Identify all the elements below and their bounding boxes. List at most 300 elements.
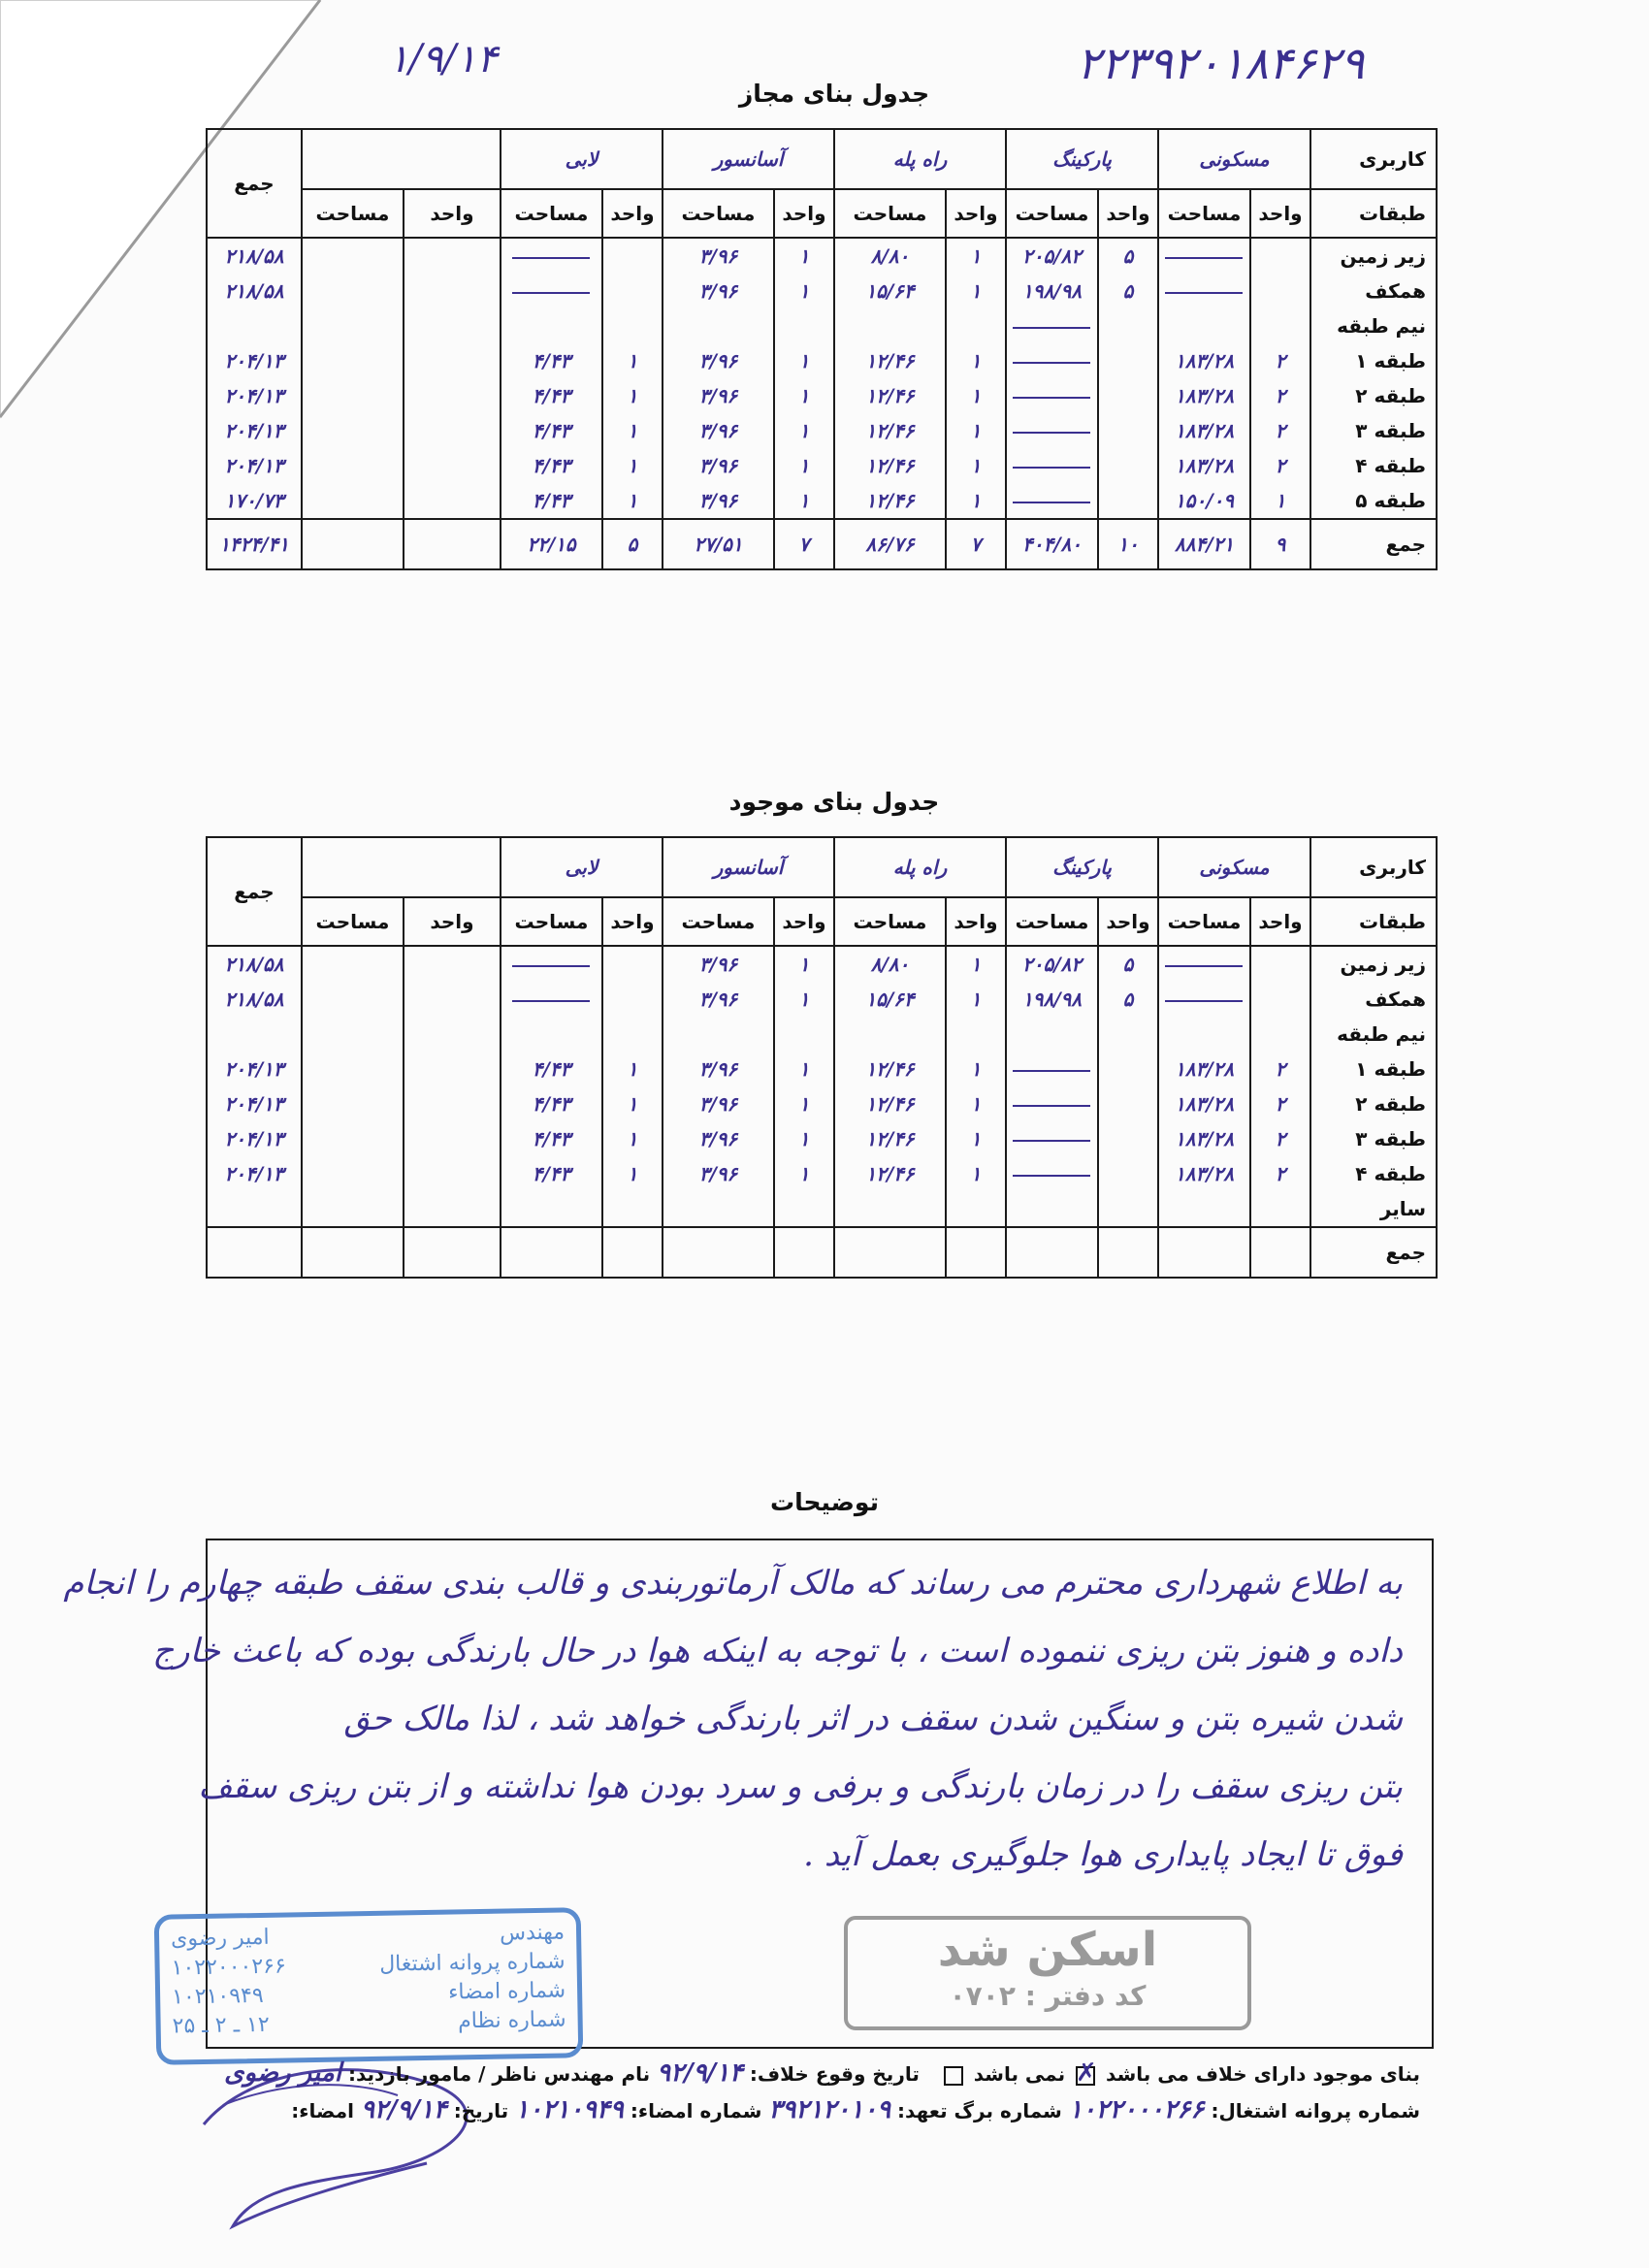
dash-line	[1165, 965, 1243, 967]
area-cell: ۳/۹۶	[663, 378, 774, 413]
area-cell	[1006, 1156, 1098, 1191]
unit-cell	[774, 1017, 834, 1052]
unit-cell: ۱	[602, 378, 663, 413]
total-area	[302, 1227, 404, 1278]
total-unit: ۵	[602, 519, 663, 569]
category-parking: پارکینگ	[1006, 837, 1158, 897]
area-cell: ۱۸۳/۲۸	[1158, 1052, 1250, 1086]
stamp-row	[172, 2005, 566, 2041]
row-total	[207, 308, 302, 343]
unit-cell: ۱	[946, 1121, 1006, 1156]
total-area: ۲۷/۵۱	[663, 519, 774, 569]
category-elevator: آسانسور	[663, 837, 834, 897]
table-row-total	[207, 1227, 1437, 1278]
floor-label: نیم طبقه	[1310, 1017, 1437, 1052]
unit-cell: ۱	[774, 274, 834, 308]
area-cell	[1006, 1121, 1098, 1156]
unit-cell: ۱	[602, 483, 663, 519]
violation-date-label: تاریخ وقوع خلاف:	[749, 2062, 920, 2086]
area-cell	[302, 1086, 404, 1121]
unit-cell	[1098, 448, 1158, 483]
unit-header: واحد	[1098, 897, 1158, 946]
description-line: فوق تا ایجاد پایداری هوا جلوگیری بعمل آید .	[803, 1835, 1403, 1874]
grand-total: ۱۴۲۴/۴۱	[207, 519, 302, 569]
unit-cell: ۱	[946, 378, 1006, 413]
violation-no-checkbox[interactable]	[944, 2066, 963, 2086]
area-cell: ۳/۹۶	[663, 1156, 774, 1191]
unit-cell	[602, 946, 663, 982]
area-cell	[302, 1191, 404, 1227]
unit-cell	[404, 413, 501, 448]
unit-cell	[774, 1191, 834, 1227]
unit-cell	[1098, 308, 1158, 343]
area-cell	[1158, 308, 1250, 343]
unit-cell: ۱	[946, 413, 1006, 448]
unit-cell	[1250, 274, 1310, 308]
area-cell: ۱۲/۴۶	[834, 1121, 946, 1156]
unit-cell	[1098, 378, 1158, 413]
dash-line	[1013, 1070, 1090, 1072]
total-area: ۲۲/۱۵	[501, 519, 602, 569]
area-header: مساحت	[834, 897, 946, 946]
table-row	[207, 448, 1437, 483]
area-cell: ۱۸۳/۲۸	[1158, 448, 1250, 483]
area-header: مساحت	[663, 189, 774, 238]
unit-cell	[404, 1052, 501, 1086]
area-cell	[1006, 413, 1098, 448]
floor-label: طبقه ۲	[1310, 378, 1437, 413]
area-header: مساحت	[663, 897, 774, 946]
area-cell	[834, 1191, 946, 1227]
area-cell	[501, 1017, 602, 1052]
unit-cell	[1098, 1017, 1158, 1052]
area-cell: ۸/۸۰	[834, 946, 946, 982]
area-cell: ۱۲/۴۶	[834, 343, 946, 378]
area-cell	[1158, 238, 1250, 274]
unit-cell	[404, 483, 501, 519]
floor-label: طبقه ۴	[1310, 448, 1437, 483]
dash-line	[1165, 1000, 1243, 1002]
area-cell: ۱۲/۴۶	[834, 1086, 946, 1121]
area-cell: ۲۰۵/۸۲	[1006, 946, 1098, 982]
building-violation-label: بنای موجود دارای خلاف می باشد	[1106, 2062, 1420, 2086]
unit-cell	[1250, 238, 1310, 274]
row-total: ۲۱۸/۵۸	[207, 982, 302, 1017]
unit-header: واحد	[404, 897, 501, 946]
footer-line-1	[224, 2058, 1420, 2088]
unit-cell: ۲	[1250, 1052, 1310, 1086]
unit-cell	[946, 308, 1006, 343]
commit-label: شماره برگ تعهد:	[897, 2099, 1062, 2122]
existing-building-table-title: جدول بنای موجود	[728, 788, 940, 816]
scanned-stamp-text: اسکن شد	[937, 1923, 1158, 1977]
area-cell: ۳/۹۶	[663, 448, 774, 483]
total-area: ۴۰۴/۸۰	[1006, 519, 1098, 569]
total-area	[501, 1227, 602, 1278]
unit-cell: ۱	[774, 343, 834, 378]
total-header: جمع	[207, 837, 302, 946]
unit-cell: ۱	[602, 1121, 663, 1156]
area-header: مساحت	[302, 189, 404, 238]
unit-cell: ۲	[1250, 378, 1310, 413]
category-residential: مسکونی	[1158, 129, 1310, 189]
area-cell	[1158, 946, 1250, 982]
total-area	[1006, 1227, 1098, 1278]
area-cell: ۱۸۳/۲۸	[1158, 413, 1250, 448]
area-cell: ۳/۹۶	[663, 1052, 774, 1086]
unit-cell	[404, 1017, 501, 1052]
category-residential: مسکونی	[1158, 837, 1310, 897]
unit-cell	[1250, 1017, 1310, 1052]
floor-label: طبقه ۴	[1310, 1156, 1437, 1191]
unit-cell	[404, 946, 501, 982]
total-unit	[404, 519, 501, 569]
unit-cell: ۱	[1250, 483, 1310, 519]
row-total-label: جمع	[1310, 1227, 1437, 1278]
floor-label: طبقه ۵	[1310, 483, 1437, 519]
floor-label: طبقه ۳	[1310, 1121, 1437, 1156]
row-total: ۲۰۴/۱۳	[207, 378, 302, 413]
area-cell: ۱۲/۴۶	[834, 483, 946, 519]
area-cell	[302, 982, 404, 1017]
footer-date-label: تاریخ:	[453, 2099, 509, 2122]
allowed-building-table-title: جدول بنای مجاز	[738, 80, 930, 108]
row-total: ۱۷۰/۷۳	[207, 483, 302, 519]
area-header: مساحت	[501, 189, 602, 238]
unit-cell	[1098, 483, 1158, 519]
inspector-name-label: نام مهندس ناظر / مامور بازدید:	[347, 2062, 651, 2086]
category-empty	[302, 837, 501, 897]
unit-cell	[946, 1017, 1006, 1052]
row-total: ۲۱۸/۵۸	[207, 274, 302, 308]
dash-line	[1013, 1140, 1090, 1142]
row-total: ۲۰۴/۱۳	[207, 1052, 302, 1086]
unit-cell: ۱	[946, 274, 1006, 308]
unit-cell	[1250, 982, 1310, 1017]
area-cell	[501, 946, 602, 982]
unit-cell: ۱	[946, 483, 1006, 519]
allowed-building-table	[206, 128, 1438, 570]
table-row	[207, 308, 1437, 343]
dash-line	[512, 292, 590, 294]
unit-header: واحد	[1098, 189, 1158, 238]
area-cell: ۱۸۳/۲۸	[1158, 343, 1250, 378]
unit-cell	[404, 238, 501, 274]
total-unit: ۷	[946, 519, 1006, 569]
row-total-label: جمع	[1310, 519, 1437, 569]
dash-line	[1013, 502, 1090, 503]
unit-cell: ۱	[946, 982, 1006, 1017]
area-cell: ۴/۴۳	[501, 1086, 602, 1121]
unit-cell: ۱	[774, 1121, 834, 1156]
area-cell: ۱۹۸/۹۸	[1006, 982, 1098, 1017]
table-row	[207, 413, 1437, 448]
area-header: مساحت	[302, 897, 404, 946]
row-total: ۲۱۸/۵۸	[207, 238, 302, 274]
table-row	[207, 1086, 1437, 1121]
area-cell	[501, 274, 602, 308]
area-cell	[501, 1191, 602, 1227]
handwritten-number: ۲۲۳۹۲۰۱۸۴۶۲۹	[1077, 37, 1365, 89]
area-cell	[302, 946, 404, 982]
area-cell: ۱۵/۶۴	[834, 982, 946, 1017]
total-unit	[602, 1227, 663, 1278]
area-cell: ۱۸۳/۲۸	[1158, 1121, 1250, 1156]
unit-cell: ۱	[946, 946, 1006, 982]
unit-cell	[602, 1191, 663, 1227]
unit-cell: ۱	[774, 1156, 834, 1191]
area-cell	[302, 274, 404, 308]
area-cell	[663, 308, 774, 343]
unit-cell: ۱	[946, 1052, 1006, 1086]
unit-cell: ۱	[946, 448, 1006, 483]
area-header: مساحت	[1006, 897, 1098, 946]
unit-cell: ۱	[946, 1086, 1006, 1121]
grand-total	[207, 1227, 302, 1278]
unit-cell: ۵	[1098, 982, 1158, 1017]
area-cell	[663, 1017, 774, 1052]
floor-label: طبقه ۳	[1310, 413, 1437, 448]
area-cell: ۴/۴۳	[501, 483, 602, 519]
unit-cell	[1098, 343, 1158, 378]
license-value: ۱۰۲۲۰۰۰۲۶۶	[1068, 2095, 1205, 2124]
area-cell: ۴/۴۳	[501, 413, 602, 448]
total-area	[834, 1227, 946, 1278]
unit-cell	[404, 448, 501, 483]
area-cell	[302, 308, 404, 343]
area-cell	[1006, 448, 1098, 483]
area-cell	[1006, 1052, 1098, 1086]
floor-label: زیر زمین	[1310, 946, 1437, 982]
stamp-text: شماره نظام	[457, 2007, 566, 2034]
total-unit: ۱۰	[1098, 519, 1158, 569]
area-cell	[501, 308, 602, 343]
usage-label: کاربری	[1310, 129, 1437, 189]
unit-cell	[404, 1156, 501, 1191]
unit-cell	[1098, 1121, 1158, 1156]
no-violation-label: نمی باشد	[973, 2062, 1066, 2086]
unit-cell: ۱	[602, 1156, 663, 1191]
description-line: داده و هنوز بتن ریزی ننموده است ، با توجه به اینکه هوا در حال بارندگی بوده که باعث خارج	[152, 1632, 1403, 1670]
unit-cell	[1250, 1191, 1310, 1227]
area-cell: ۳/۹۶	[663, 946, 774, 982]
unit-cell	[404, 378, 501, 413]
total-area: ۸۸۴/۲۱	[1158, 519, 1250, 569]
area-cell: ۱۸۳/۲۸	[1158, 1156, 1250, 1191]
area-cell: ۴/۴۳	[501, 1052, 602, 1086]
allowed-table-body	[207, 238, 1437, 519]
dash-line	[1165, 292, 1243, 294]
category-stairs: راه پله	[834, 837, 1006, 897]
row-total: ۲۰۴/۱۳	[207, 413, 302, 448]
category-empty	[302, 129, 501, 189]
area-cell: ۳/۹۶	[663, 413, 774, 448]
dash-line	[1013, 432, 1090, 434]
unit-header: واحد	[1250, 189, 1310, 238]
area-cell: ۴/۴۳	[501, 378, 602, 413]
dash-line	[512, 257, 590, 259]
footer-date-value: ۹۲/۹/۱۴	[360, 2095, 447, 2124]
area-cell: ۳/۹۶	[663, 238, 774, 274]
stamp-text: امیر رضوی	[170, 1925, 270, 1952]
area-cell	[1006, 483, 1098, 519]
area-cell	[501, 238, 602, 274]
office-code: کد دفتر : ۰۷۰۲	[949, 1980, 1147, 2012]
unit-cell: ۱	[774, 413, 834, 448]
unit-cell	[404, 274, 501, 308]
dash-line	[512, 965, 590, 967]
floor-label: طبقه ۱	[1310, 343, 1437, 378]
dash-line	[1013, 1105, 1090, 1107]
unit-header: واحد	[774, 189, 834, 238]
total-area	[302, 519, 404, 569]
unit-header: واحد	[404, 189, 501, 238]
total-unit	[946, 1227, 1006, 1278]
table-row	[207, 1052, 1437, 1086]
area-cell	[302, 378, 404, 413]
unit-cell: ۱	[774, 238, 834, 274]
area-header: مساحت	[1006, 189, 1098, 238]
floors-label: طبقات	[1310, 897, 1437, 946]
area-cell	[302, 1017, 404, 1052]
area-cell	[663, 1191, 774, 1227]
category-stairs: راه پله	[834, 129, 1006, 189]
area-cell: ۳/۹۶	[663, 1121, 774, 1156]
unit-cell	[1250, 946, 1310, 982]
stamp-text: ۱۰۲۲۰۰۰۲۶۶	[171, 1954, 287, 1981]
row-total: ۲۰۴/۱۳	[207, 1121, 302, 1156]
area-cell: ۳/۹۶	[663, 1086, 774, 1121]
area-cell	[302, 448, 404, 483]
area-cell	[501, 982, 602, 1017]
area-cell: ۳/۹۶	[663, 343, 774, 378]
area-header: مساحت	[1158, 897, 1250, 946]
unit-header: واحد	[1250, 897, 1310, 946]
total-unit	[404, 1227, 501, 1278]
area-cell	[302, 413, 404, 448]
table-row-total	[207, 519, 1437, 569]
table-row	[207, 1191, 1437, 1227]
table-row	[207, 274, 1437, 308]
inspector-name-value: امیر رضوی	[224, 2058, 341, 2088]
stamp-text: ۱۲ ـ ۲ ـ ۲۵	[172, 2012, 270, 2039]
area-cell: ۱۲/۴۶	[834, 413, 946, 448]
unit-cell: ۲	[1250, 413, 1310, 448]
dash-line	[1013, 1175, 1090, 1177]
unit-cell: ۲	[1250, 448, 1310, 483]
unit-cell	[404, 1121, 501, 1156]
category-lobby: لابی	[501, 129, 663, 189]
area-cell	[1006, 1191, 1098, 1227]
category-elevator: آسانسور	[663, 129, 834, 189]
commit-value: ۳۹۲۱۲۰۱۰۹	[768, 2095, 891, 2124]
total-unit	[1098, 1227, 1158, 1278]
area-cell	[834, 1017, 946, 1052]
unit-cell	[404, 343, 501, 378]
area-header: مساحت	[834, 189, 946, 238]
unit-cell	[1098, 1086, 1158, 1121]
floor-label: طبقه ۱	[1310, 1052, 1437, 1086]
total-area: ۸۶/۷۶	[834, 519, 946, 569]
row-total: ۲۰۴/۱۳	[207, 448, 302, 483]
description-line: به اطلاع شهرداری محترم می رساند که مالک آرماتوربندی و قالب بندی سقف طبقه چهارم را انجام	[63, 1564, 1403, 1603]
stamp-text: شماره پروانه اشتغال	[378, 1949, 566, 1977]
unit-cell	[1098, 413, 1158, 448]
area-cell: ۸/۸۰	[834, 238, 946, 274]
area-cell	[1006, 343, 1098, 378]
total-unit: ۹	[1250, 519, 1310, 569]
area-cell: ۴/۴۳	[501, 1121, 602, 1156]
category-parking: پارکینگ	[1006, 129, 1158, 189]
unit-cell: ۱	[946, 343, 1006, 378]
area-cell: ۳/۹۶	[663, 982, 774, 1017]
description-line: بتن ریزی سقف را در زمان بارندگی و برفی و سرد بودن هوا نداشته و از بتن ریزی سقف	[198, 1767, 1403, 1806]
engineer-stamp	[154, 1907, 584, 2065]
table-row	[207, 1156, 1437, 1191]
table-row	[207, 483, 1437, 519]
unit-cell: ۵	[1098, 946, 1158, 982]
dash-line	[1165, 257, 1243, 259]
area-cell	[1006, 308, 1098, 343]
unit-cell: ۱	[774, 1052, 834, 1086]
description-line: شدن شیره بتن و سنگین شدن سقف در اثر بارندگی خواهد شد ، لذا مالک حق	[343, 1700, 1403, 1738]
area-cell: ۴/۴۳	[501, 343, 602, 378]
table-row	[207, 343, 1437, 378]
table-row	[207, 982, 1437, 1017]
unit-cell: ۱	[774, 982, 834, 1017]
floor-label: همکف	[1310, 274, 1437, 308]
unit-cell	[1098, 1052, 1158, 1086]
unit-cell: ۱	[602, 448, 663, 483]
unit-cell: ۱	[774, 946, 834, 982]
table-row	[207, 946, 1437, 982]
unit-cell: ۱	[602, 343, 663, 378]
floor-label: طبقه ۲	[1310, 1086, 1437, 1121]
row-total: ۲۰۴/۱۳	[207, 1156, 302, 1191]
row-total: ۲۰۴/۱۳	[207, 1086, 302, 1121]
area-cell: ۱۲/۴۶	[834, 378, 946, 413]
unit-cell: ۲	[1250, 1086, 1310, 1121]
area-cell	[302, 1156, 404, 1191]
unit-cell	[1250, 308, 1310, 343]
unit-cell: ۱	[774, 448, 834, 483]
area-cell: ۴/۴۳	[501, 448, 602, 483]
existing-building-table	[206, 836, 1438, 1279]
area-cell	[1158, 982, 1250, 1017]
stamp-text: مهندس	[499, 1920, 566, 1946]
stamp-text: ۱۰۲۱۰۹۴۹	[171, 1983, 264, 2010]
area-cell	[1006, 1017, 1098, 1052]
dash-line	[1013, 362, 1090, 364]
existing-table-body	[207, 946, 1437, 1227]
violation-yes-checkbox[interactable]	[1076, 2066, 1095, 2086]
floor-label: زیر زمین	[1310, 238, 1437, 274]
total-unit	[774, 1227, 834, 1278]
unit-header: واحد	[602, 897, 663, 946]
area-cell	[1158, 1017, 1250, 1052]
area-cell: ۱۹۸/۹۸	[1006, 274, 1098, 308]
unit-cell	[774, 308, 834, 343]
unit-header: واحد	[946, 189, 1006, 238]
table-row	[207, 238, 1437, 274]
violation-date-value: ۹۲/۹/۱۴	[657, 2058, 743, 2088]
unit-cell	[404, 982, 501, 1017]
area-cell: ۱۸۳/۲۸	[1158, 1086, 1250, 1121]
floor-label: نیم طبقه	[1310, 308, 1437, 343]
dash-line	[512, 1000, 590, 1002]
unit-cell	[1098, 1156, 1158, 1191]
area-cell: ۱۵/۶۴	[834, 274, 946, 308]
